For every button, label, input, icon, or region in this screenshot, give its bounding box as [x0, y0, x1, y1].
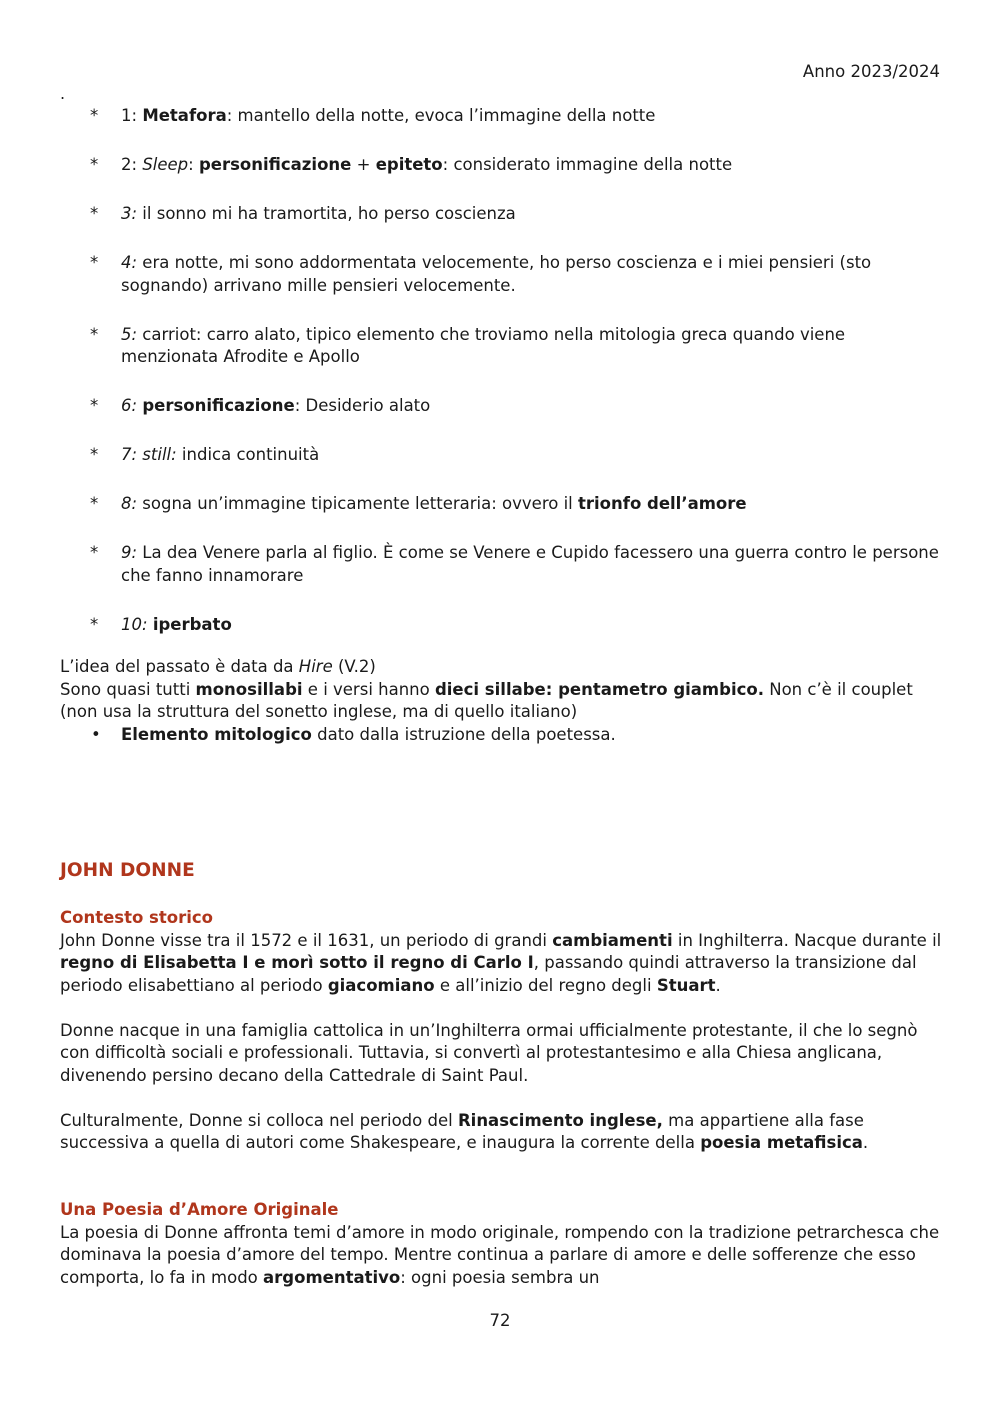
- note-item-7: * 7: still: indica continuità: [60, 444, 940, 467]
- note-item-3: * 3: il sonno mi ha tramortita, ho perso coscienza: [60, 203, 940, 226]
- subsection-heading: Contesto storico: [60, 908, 214, 927]
- paragraph: Sono quasi tutti monosillabi e i versi hanno dieci sillabe: pentametro giambico. Non c’è il couplet (non usa la struttura del sonetto inglese, ma di quello italiano): [60, 679, 913, 721]
- note-item-4: * 4: era notte, mi sono addormentata velocemente, ho perso coscienza e i miei pensieri (sto sognando) arrivano mille pensieri velocemente.: [90, 253, 872, 295]
- note-item-9: * 9: La dea Venere parla al figlio. È come se Venere e Cupido facessero una guerra contro le persone che fanno innamorare: [90, 543, 939, 585]
- star-bullet: *: [90, 253, 99, 272]
- note-item-10: * 10: iperbato: [60, 614, 940, 637]
- note-item-1: * 1: Metafora: mantello della notte, evoca l’immagine della notte: [60, 105, 940, 128]
- analysis-text: [60, 656, 940, 746]
- star-bullet: *: [90, 396, 99, 415]
- note-item-6: * 6: personificazione: Desiderio alato: [60, 395, 940, 418]
- star-bullet: *: [90, 324, 99, 344]
- paragraph: Donne nacque in una famiglia cattolica in un’Inghilterra ormai ufficialmente protestante, il che lo segnò con difficoltà sociali e professionali. Tuttavia, si convertì al protestantesimo e alla Chiesa anglicana, divenendo persino decano della Cattedrale di Saint Paul.: [60, 1020, 918, 1085]
- paragraph: Culturalmente, Donne si colloca nel periodo del Rinascimento inglese, ma appartiene alla fase successiva a quella di autori come Shakespeare, e inaugura la corrente della poesia metafisica.: [60, 1110, 869, 1152]
- paragraph: John Donne visse tra il 1572 e il 1631, un periodo di grandi cambiamenti in Inghilterra. Nacque durante il regno di Elisabetta I e morì sotto il regno di Carlo I, passando quindi attraverso la transizione dal periodo elisabettiano al periodo giacomiano e all’inizio del regno degli Stuart.: [60, 930, 942, 995]
- star-bullet: *: [90, 204, 99, 223]
- paragraph: La poesia di Donne affronta temi d’amore in modo originale, rompendo con la tradizione petrarchesca che dominava la poesia d’amore del tempo. Mentre continua a parlare di amore e delle sofferenze che esso comporta, lo fa in modo argomentativo: ogni poesia sembra un: [60, 1222, 940, 1287]
- section-title: JOHN DONNE: [60, 860, 195, 881]
- header-year: Anno 2023/2024: [802, 62, 940, 81]
- section-poesia-amore: [60, 1199, 945, 1289]
- page-number: 72: [489, 1311, 511, 1330]
- note-item-8: * 8: sogna un’immagine tipicamente letteraria: ovvero il trionfo dell’amore: [60, 493, 940, 516]
- paragraph: L’idea del passato è data da Hire (V.2): [60, 657, 376, 676]
- section-contesto-storico: [60, 907, 945, 1177]
- star-bullet: *: [90, 543, 99, 562]
- star-bullet: *: [90, 494, 99, 513]
- note-item-2: * 2: Sleep: personificazione + epiteto: considerato immagine della notte: [60, 154, 940, 177]
- notes-list: [60, 105, 940, 663]
- bullet-item: • Elemento mitologico dato dalla istruzione della poetessa.: [60, 724, 940, 747]
- star-bullet: *: [90, 614, 99, 634]
- star-bullet: *: [90, 445, 99, 464]
- bullet-dot: •: [91, 724, 101, 744]
- note-item-5: * 5: carriot: carro alato, tipico elemento che troviamo nella mitologia greca quando viene menzionata Afrodite e Apollo: [90, 324, 846, 366]
- stray-dot: .: [60, 84, 66, 103]
- subsection-heading: Una Poesia d’Amore Originale: [60, 1200, 339, 1219]
- star-bullet: *: [90, 155, 99, 174]
- star-bullet: *: [90, 106, 99, 125]
